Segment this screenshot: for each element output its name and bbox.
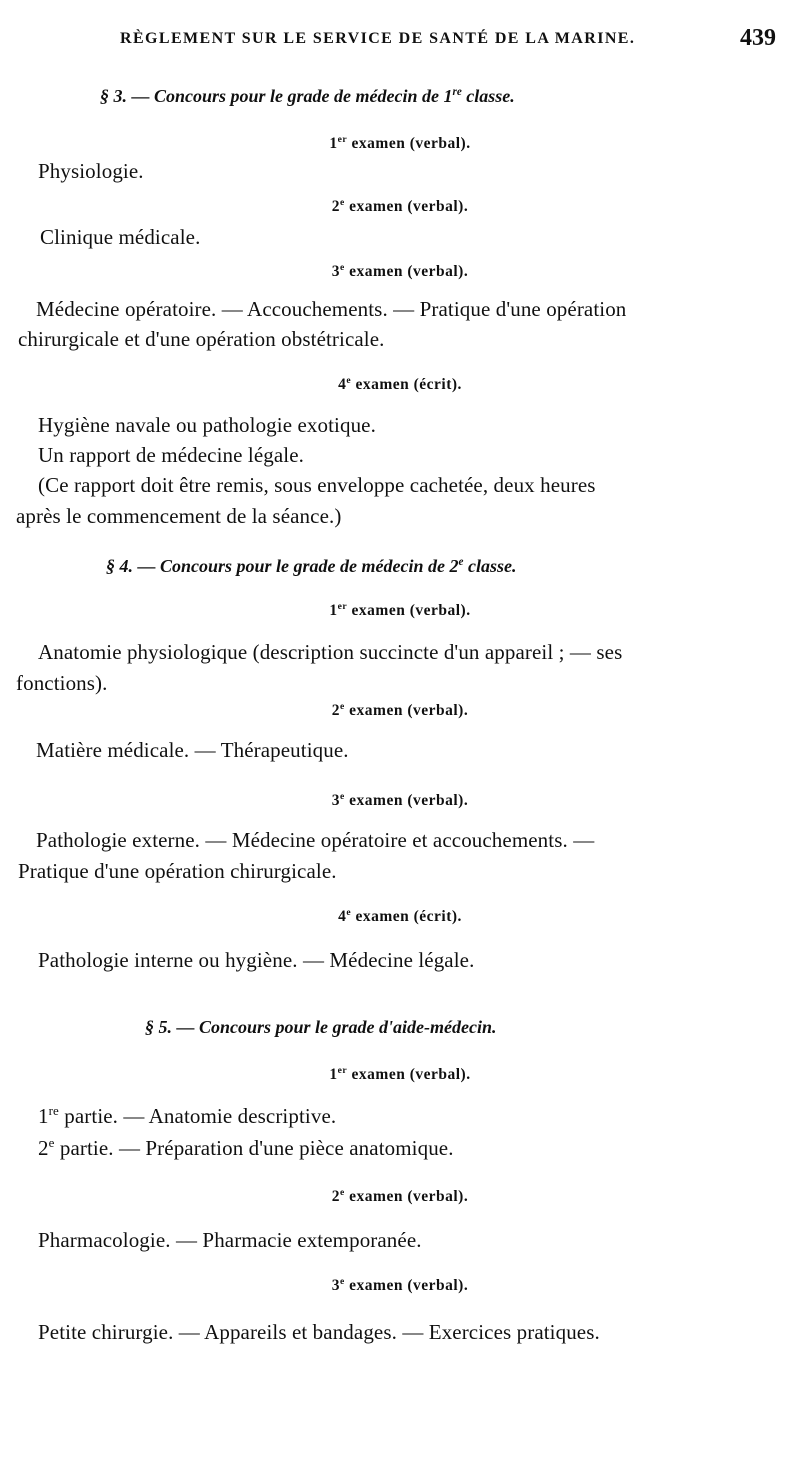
page-number: 439 — [740, 25, 776, 51]
exam-heading: 1er examen (verbal). — [329, 600, 471, 619]
exam-line: Petite chirurgie. — Appareils et bandages. — Exercices pratiques. — [38, 1320, 600, 1344]
exam-heading: 3e examen (verbal). — [331, 261, 469, 280]
exam-line: Pratique d'une opération chirurgicale. — [18, 859, 337, 883]
exam-line: fonctions). — [16, 671, 108, 695]
exam-heading: 2e examen (verbal). — [331, 700, 469, 719]
exam-line: Pharmacologie. — Pharmacie extemporanée. — [38, 1228, 422, 1252]
exam-heading: 2e examen (verbal). — [331, 196, 469, 215]
exam-line: après le commencement de la séance.) — [16, 504, 342, 528]
section-title-5: § 5. — Concours pour le grade d'aide-médecin. — [145, 1017, 497, 1037]
section-title-3: § 3. — Concours pour le grade de médecin de 1re classe. — [100, 86, 515, 106]
exam-line: Hygiène navale ou pathologie exotique. — [38, 413, 376, 437]
exam-line: Pathologie externe. — Médecine opératoire et accouchements. — — [36, 828, 595, 852]
exam-heading: 3e examen (verbal). — [331, 1275, 469, 1294]
exam-line: (Ce rapport doit être remis, sous enveloppe cachetée, deux heures — [38, 473, 596, 497]
exam-heading: 3e examen (verbal). — [331, 790, 469, 809]
exam-heading: 1er examen (verbal). — [329, 1064, 471, 1083]
exam-line: Clinique médicale. — [40, 225, 201, 249]
exam-line: 1re partie. — Anatomie descriptive. — [38, 1103, 337, 1128]
section-title-4: § 4. — Concours pour le grade de médecin de 2e classe. — [106, 556, 517, 576]
exam-line: Pathologie interne ou hygiène. — Médecine légale. — [38, 948, 475, 972]
exam-line: Physiologie. — [38, 159, 144, 183]
exam-heading: 2e examen (verbal). — [331, 1186, 469, 1205]
exam-line: Anatomie physiologique (description succincte d'un appareil ; — ses — [38, 640, 623, 664]
exam-line: chirurgicale et d'une opération obstétricale. — [18, 327, 385, 351]
exam-line: 2e partie. — Préparation d'une pièce anatomique. — [38, 1135, 454, 1160]
running-head: RÈGLEMENT SUR LE SERVICE DE SANTÉ DE LA MARINE. — [120, 30, 636, 47]
exam-line: Médecine opératoire. — Accouchements. — Pratique d'une opération — [36, 297, 627, 321]
exam-line: Matière médicale. — Thérapeutique. — [36, 738, 349, 762]
exam-heading: 4e examen (écrit). — [338, 374, 462, 393]
exam-heading: 1er examen (verbal). — [329, 133, 471, 152]
exam-heading: 4e examen (écrit). — [338, 906, 462, 925]
exam-line: Un rapport de médecine légale. — [38, 443, 304, 467]
